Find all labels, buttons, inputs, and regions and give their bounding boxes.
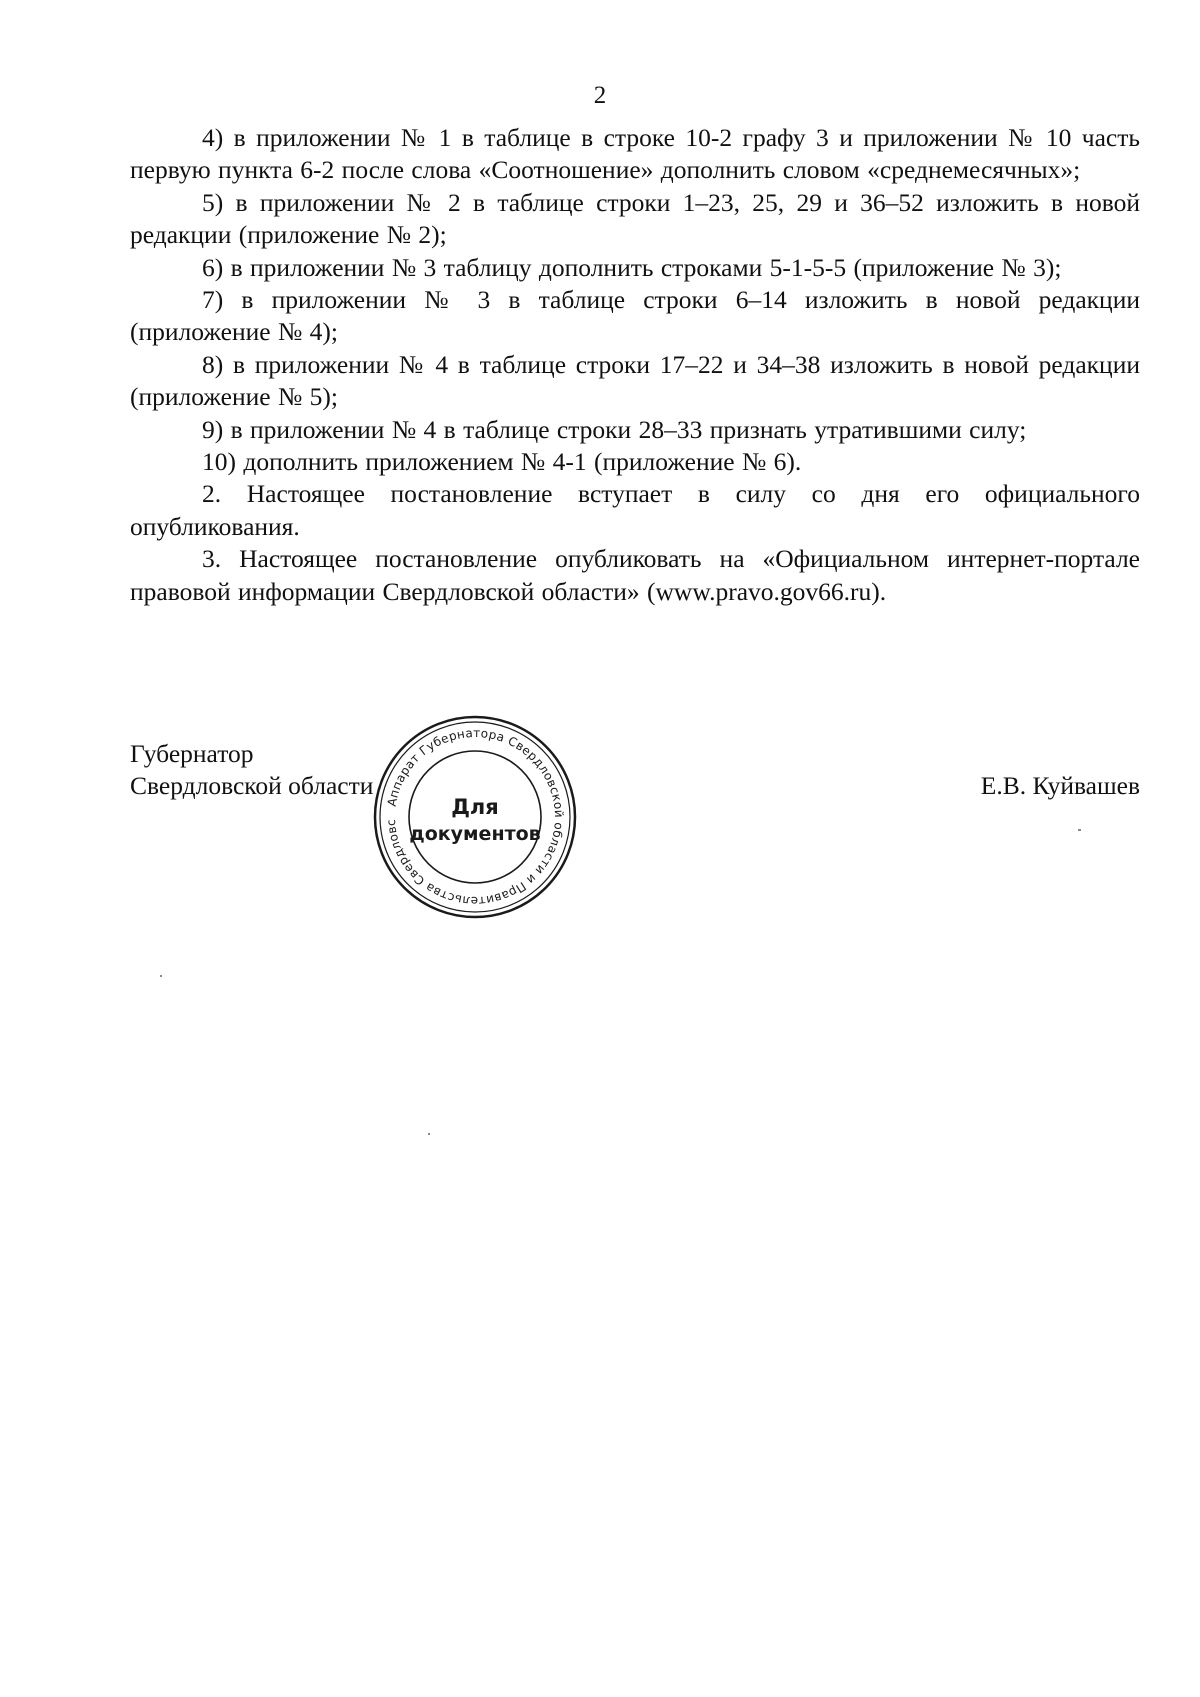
paragraph-item-6: 6) в приложении № 3 таблицу дополнить строками 5-1-5-5 (приложение № 3); xyxy=(202,252,1062,282)
paragraph-clause-3: 3. Настоящее постановление опубликовать на «Официальном интернет-портале правовой информации Свердловской области» (www.pravo.gov66.ru). xyxy=(130,544,1140,606)
stamp-center-line1: Для xyxy=(451,795,499,819)
paragraph-item-4: 4) в приложении № 1 в таблице в строке 10-2 графу 3 и приложении № 10 часть первую пункта 6-2 после слова «Соотношение» дополнить словом «среднемесячных»; xyxy=(130,123,1140,185)
scan-speck xyxy=(160,975,162,977)
signer-name: Е.В. Куйвашев xyxy=(980,771,1140,800)
signer-position xyxy=(130,738,373,803)
paragraph-item-9: 9) в приложении № 4 в таблице строки 28–33 признать утратившими силу; xyxy=(202,414,1027,444)
paragraph-item-8: 8) в приложении № 4 в таблице строки 17–22 и 34–38 изложить в новой редакции (приложение № 5); xyxy=(130,349,1140,412)
stamp-center-line2: документов xyxy=(409,823,541,845)
signer-title: Губернатор xyxy=(130,739,254,768)
paragraph-item-5: 5) в приложении № 2 в таблице строки 1–23, 25, 29 и 36–52 изложить в новой редакции (приложение № 2); xyxy=(130,187,1140,250)
paragraph-clause-2: 2. Настоящее постановление вступает в силу со дня его официального опубликования. xyxy=(130,479,1140,541)
paragraph-item-10: 10) дополнить приложением № 4-1 (приложение № 6). xyxy=(202,447,802,477)
document-body xyxy=(130,122,1140,608)
stamp-ring-text: Аппарат Губернатора Свердловской области и Правительства Свердловс xyxy=(383,725,567,909)
paragraph-item-7: 7) в приложении № 3 в таблице строки 6–14 изложить в новой редакции (приложение № 4); xyxy=(130,285,1140,347)
signer-region: Свердловской области xyxy=(130,771,374,801)
official-seal-stamp xyxy=(370,712,580,922)
page-number: 2 xyxy=(593,82,607,109)
scan-speck xyxy=(428,1133,430,1135)
scan-speck xyxy=(1078,829,1081,831)
signature-block xyxy=(130,738,1140,858)
